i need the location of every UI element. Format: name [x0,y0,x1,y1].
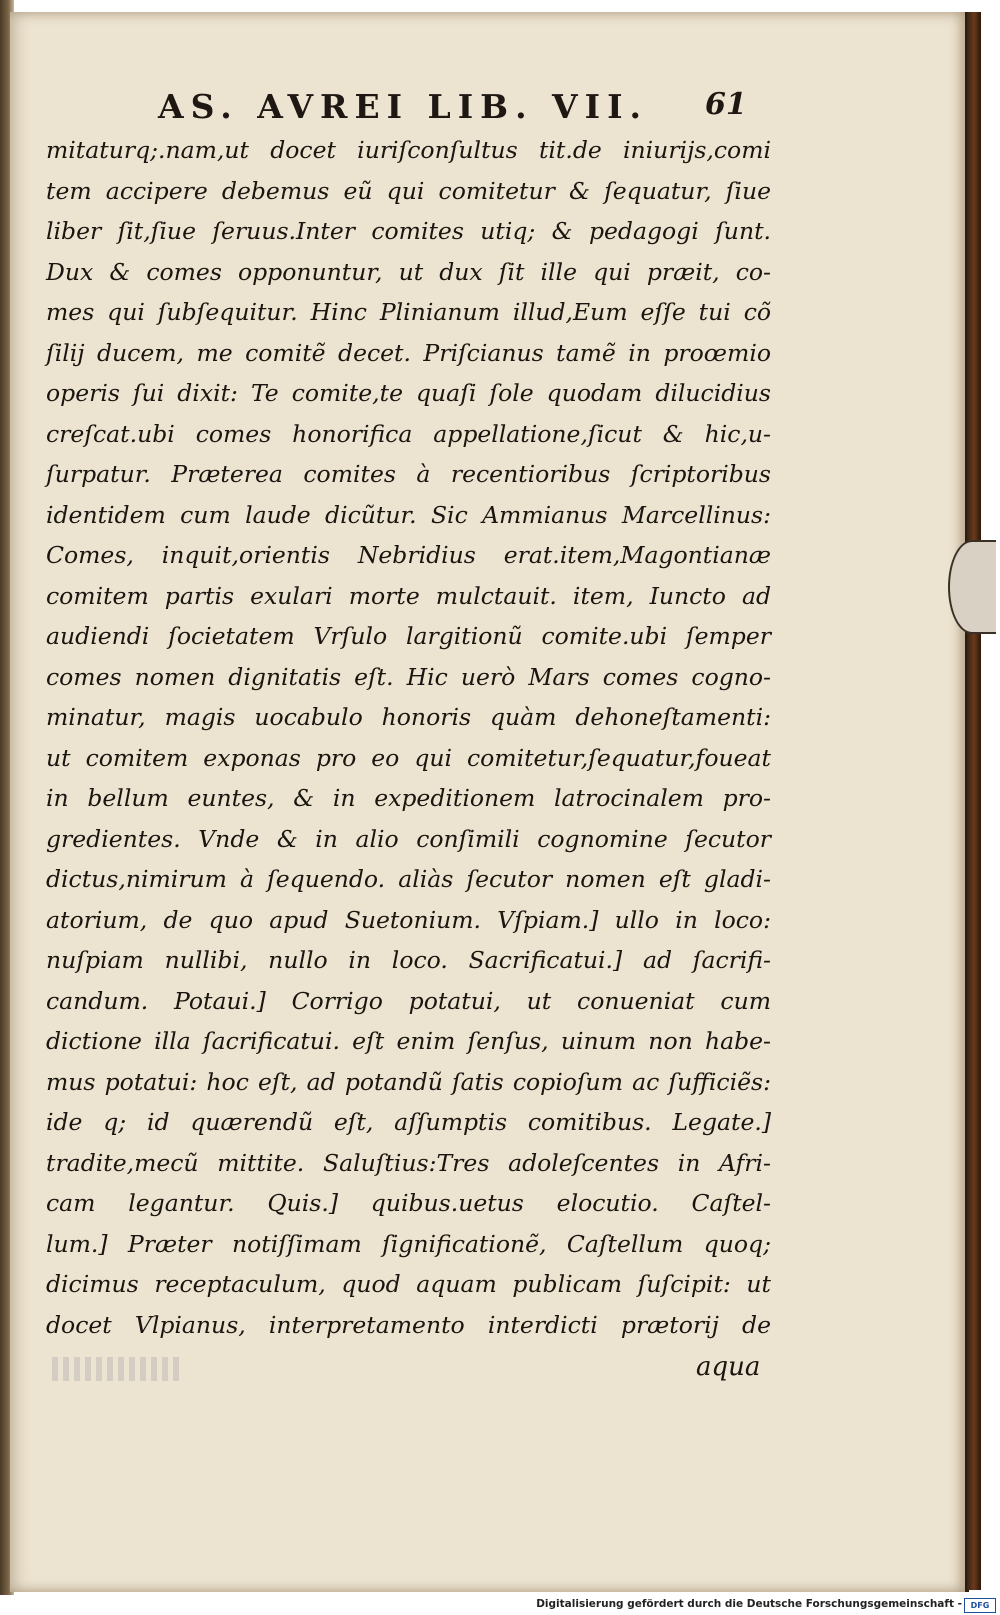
text-line: creſcat.ubi comes honorifica appellatione,ſicut & hic,u- [46,419,771,448]
text-block [46,130,771,1345]
text-line: atorium, de quo apud Suetonium. Vſpiam.] ullo in loco: [46,905,771,934]
scan-footer [0,1595,1000,1615]
text-line: tradite,mecũ mittite. Saluſtius:Tres adoleſcentes in Afri- [46,1148,771,1177]
text-line: dictus,nimirum à ſequendo. aliàs ſecutor nomen eſt gladi- [46,865,771,893]
text-line: ut comitem exponas pro eo qui comitetur,ſequatur,foueat [46,743,771,772]
library-stamp-ghost [52,1357,182,1381]
text-line: tem accipere debemus eũ qui comitetur & ſequatur, ſiue [46,176,771,205]
text-line: docet Vlpianus, interpretamento interdicti prætorij de [46,1310,771,1339]
text-line: audiendi ſocietatem Vrſulo largitionũ comite.ubi ſemper [46,622,771,650]
dfg-logo-icon: DFG [964,1598,996,1613]
page-clip-tab [948,540,996,634]
text-line: dictione illa ſacrificatui. eſt enim ſenſus, uinum non habe- [46,1027,771,1055]
text-line: ſilij ducem, me comitẽ decet. Priſcianus tamẽ in proœmio [46,338,771,367]
text-line: comes nomen dignitatis eſt. Hic uerò Mars comes cogno- [46,662,771,691]
catchword: aqua [696,1352,761,1382]
text-line: lum.] Præter notiſſimam ſignificationẽ, Caſtellum quoq; [46,1229,771,1258]
text-line: ide q; id quærendũ eſt, aſſumptis comitibus. Legate.] [46,1108,771,1136]
text-line: minatur, magis uocabulo honoris quàm dehoneſtamenti: [46,703,771,731]
funding-credit: Digitalisierung gefördert durch die Deutsche Forschungsgemeinschaft - [536,1598,962,1610]
text-line: identidem cum laude dicũtur. Sic Ammianus Marcellinus: [46,500,771,529]
text-line: candum. Potaui.] Corrigo potatui, ut conueniat cum [46,986,771,1015]
text-line: gredientes. Vnde & in alio conſimili cognomine ſecutor [46,824,771,853]
text-line: ſurpatur. Præterea comites à recentioribus ſcriptoribus [46,460,771,488]
page-header [10,87,965,127]
text-line: mus potatui: hoc eſt, ad potandũ ſatis copioſum ac ſufficiẽs: [46,1067,771,1096]
text-line: comitem partis exulari morte mulctauit. item, Iuncto ad [46,581,771,610]
text-line: mitaturq;.nam,ut docet iuriſconſultus tit.de iniurijs,comi [46,136,771,164]
text-line: in bellum euntes, & in expeditionem latrocinalem pro- [46,784,771,812]
book-page [10,12,969,1592]
text-line: Comes, inquit,orientis Nebridius erat.item,Magontianæ [46,541,771,569]
folio-number: 61 [705,87,747,122]
text-line: liber ſit,ſiue ſeruus.Inter comites utiq; & pedagogi ſunt. [46,217,771,245]
book-cover-edge [967,12,981,1590]
text-line: operis ſui dixit: Te comite,te quaſi ſole quodam dilucidius [46,379,771,407]
text-line: dicimus receptaculum, quod aquam publicam ſuſcipit: ut [46,1270,771,1298]
running-title: AS. AVREI LIB. VII. [158,87,649,126]
text-line: cam legantur. Quis.] quibus.uetus elocutio. Caſtel- [46,1189,771,1217]
text-line: nuſpiam nullibi, nullo in loco. Sacrificatui.] ad ſacrifi- [46,946,771,974]
text-line: mes qui ſubſequitur. Hinc Plinianum illud,Eum eſſe tui cõ [46,298,771,326]
text-line: Dux & comes opponuntur, ut dux ſit ille qui præit, co- [46,257,771,286]
